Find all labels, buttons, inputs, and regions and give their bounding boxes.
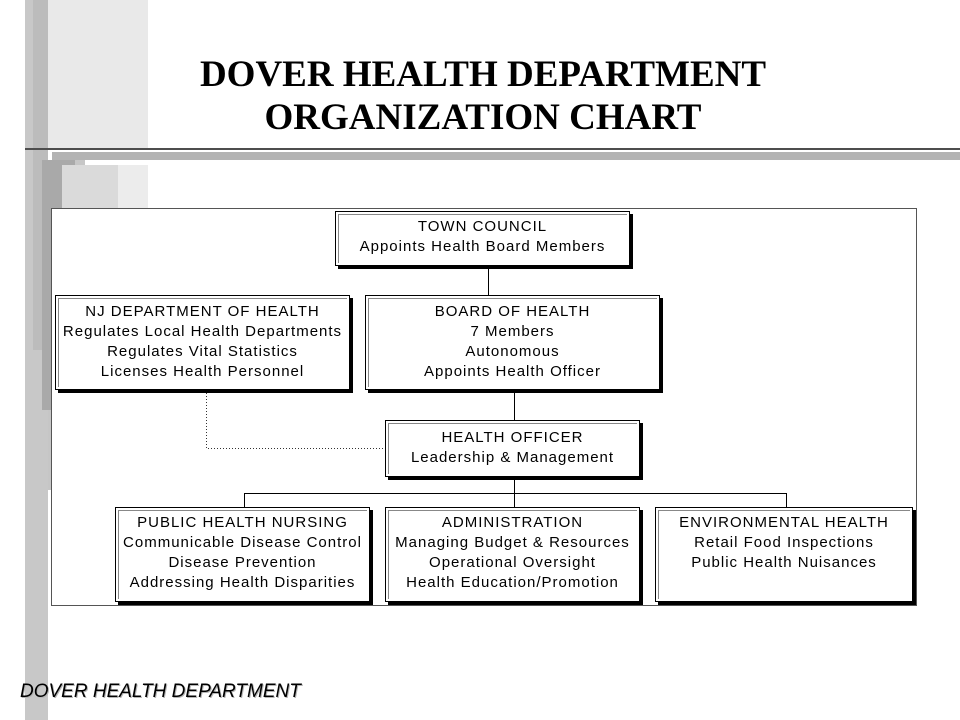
org-node-public-health-nursing (115, 507, 370, 602)
node-detail: 7 Members (470, 323, 555, 340)
node-detail: Public Health Nuisances (691, 554, 877, 571)
node-detail: Health Education/Promotion (406, 574, 619, 591)
org-node-administration (385, 507, 640, 602)
node-detail: Managing Budget & Resources (395, 534, 630, 551)
org-node-environmental-health (655, 507, 913, 602)
node-detail: Regulates Vital Statistics (107, 343, 298, 360)
node-title: HEALTH OFFICER (441, 429, 584, 446)
node-detail: Autonomous (465, 343, 560, 360)
node-title: ADMINISTRATION (441, 514, 584, 531)
node-title: BOARD OF HEALTH (434, 303, 591, 320)
node-title: PUBLIC HEALTH NURSING (137, 514, 348, 531)
org-node-town-council (335, 211, 630, 266)
node-detail: Leadership & Management (410, 449, 615, 466)
node-detail: Licenses Health Personnel (100, 363, 305, 380)
node-detail: Addressing Health Disparities (129, 574, 356, 591)
org-node-board-of-health (365, 295, 660, 390)
slide-footer: DOVER HEALTH DEPARTMENT (20, 681, 301, 702)
slide-title-line-2: ORGANIZATION CHART (264, 97, 702, 138)
node-detail: Appoints Health Board Members (359, 238, 606, 255)
node-title: ENVIRONMENTAL HEALTH (679, 514, 889, 531)
node-detail: Regulates Local Health Departments (62, 323, 343, 340)
decorative-small-block (118, 165, 148, 210)
org-node-nj-department-of-health (55, 295, 350, 390)
node-detail: Disease Prevention (168, 554, 317, 571)
node-title: TOWN COUNCIL (417, 218, 548, 235)
node-detail: Operational Oversight (429, 554, 596, 571)
node-detail: Appoints Health Officer (424, 363, 601, 380)
slide-title-line-1: DOVER HEALTH DEPARTMENT (199, 54, 767, 95)
title-divider-band (52, 152, 960, 160)
title-divider-line (25, 148, 960, 150)
node-title: NJ DEPARTMENT OF HEALTH (85, 303, 320, 320)
org-node-health-officer (385, 420, 640, 477)
node-detail: Communicable Disease Control (123, 534, 362, 551)
node-detail: Retail Food Inspections (694, 534, 874, 551)
